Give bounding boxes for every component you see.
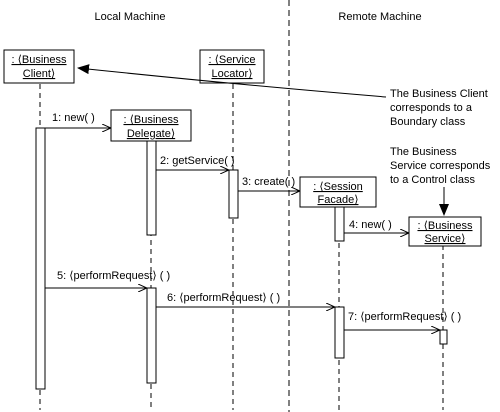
object-session-facade — [300, 177, 376, 207]
message-5-label: 5: ⟨performRequest⟩ ( ) — [57, 270, 171, 282]
message-3-label: 3: create( ) — [242, 176, 296, 188]
note-business-client — [390, 88, 488, 128]
activation-delegate-1 — [147, 141, 156, 235]
message-1-label: 1: new( ) — [52, 112, 95, 124]
object-business-client — [4, 50, 74, 83]
note-service-line2: Service corresponds — [390, 160, 491, 172]
message-2-label: 2: getService( ) — [160, 155, 235, 167]
note-service-line1: The Business — [390, 146, 457, 158]
business-delegate-line2: Delegate⟩ — [126, 128, 176, 140]
message-4-label: 4: new( ) — [349, 219, 392, 231]
service-locator-line2: Locator⟩ — [211, 68, 253, 80]
note-business-service — [390, 146, 491, 186]
message-6-label: 6: ⟨performRequest⟩ ( ) — [167, 292, 281, 304]
activation-service-locator — [229, 170, 238, 218]
activation-business-service — [440, 330, 447, 344]
object-business-delegate — [111, 110, 191, 141]
message-7-label: 7: ⟨performRequest⟩ ( ) — [348, 311, 462, 323]
activation-business-client — [36, 128, 45, 389]
business-client-line2: Client⟩ — [22, 68, 56, 80]
business-service-line1: : ⟨Business — [417, 220, 473, 232]
zone-local-label: Local Machine — [94, 11, 166, 23]
note-client-line2: corresponds to a — [390, 102, 472, 114]
business-service-line2: Service⟩ — [424, 233, 466, 245]
note-client-line3: Boundary class — [390, 116, 466, 128]
object-service-locator — [200, 50, 264, 83]
zone-remote-label: Remote Machine — [338, 11, 422, 23]
activation-session-facade-1 — [335, 207, 344, 241]
activation-delegate-2 — [147, 288, 156, 383]
business-delegate-line1: : ⟨Business — [123, 114, 179, 126]
service-locator-line1: : ⟨Service — [208, 54, 256, 66]
business-client-line1: : ⟨Business — [11, 54, 67, 66]
session-facade-line2: Facade⟩ — [317, 194, 359, 206]
note-service-line3: to a Control class — [390, 174, 475, 186]
session-facade-line1: : ⟨Session — [313, 181, 363, 193]
note-client-line1: The Business Client — [390, 88, 488, 100]
object-business-service — [409, 217, 481, 246]
activation-session-facade-2 — [335, 307, 344, 358]
